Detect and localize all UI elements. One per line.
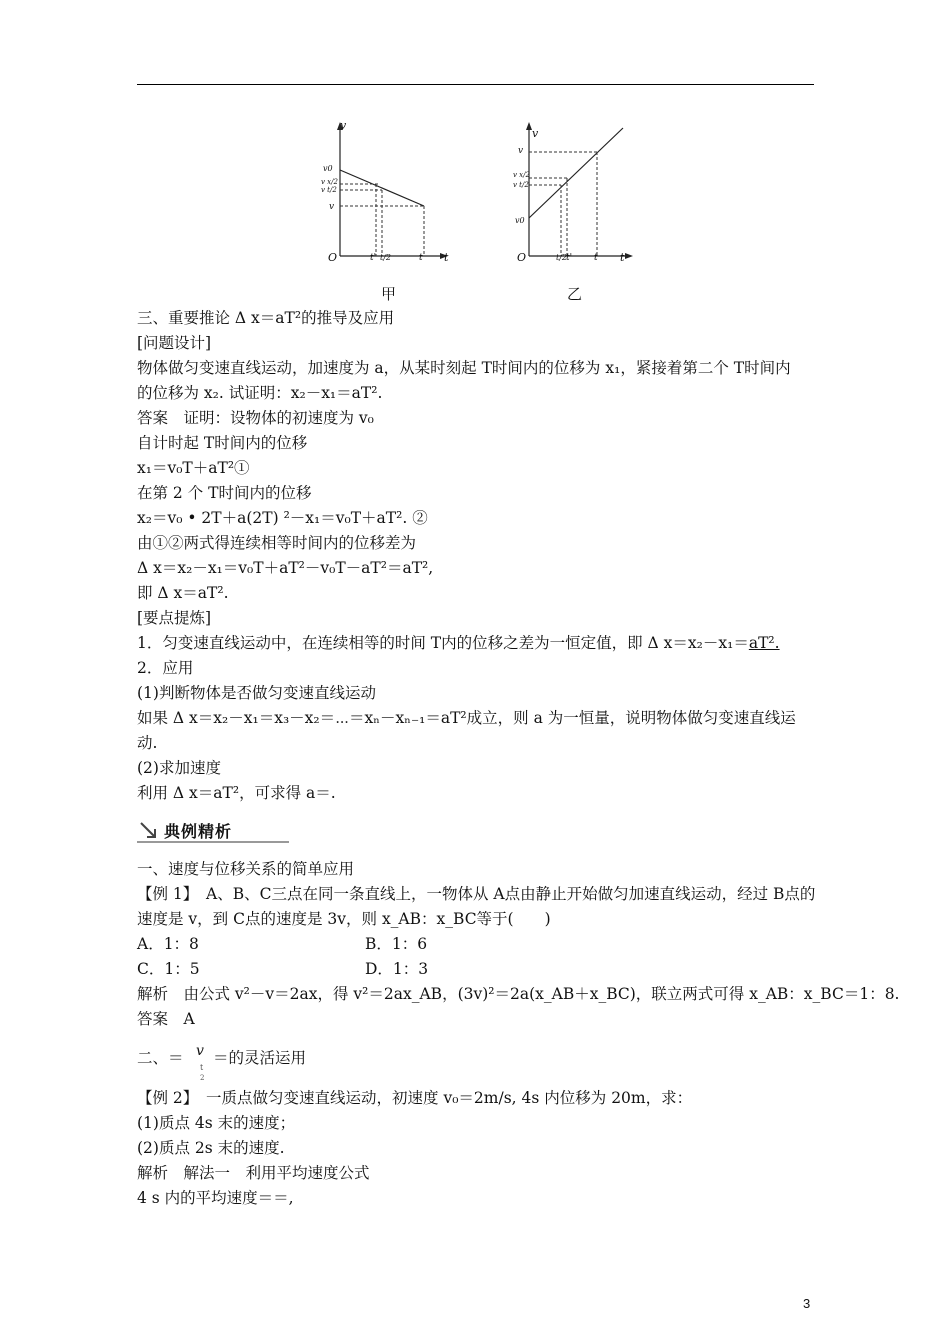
key-point-2-2: (2)求加速度 <box>137 759 221 777</box>
problem-line-2: 的位移为 x₂. 试证明：x₂－x₁＝aT². <box>137 384 383 402</box>
equation-3: Δ x＝x₂－x₁＝v₀T＋aT²－v₀T－aT²＝aT², <box>137 559 434 577</box>
right-x-label-tprime: t' <box>566 253 573 263</box>
example-banner-title: 典例精析 <box>164 822 233 841</box>
example-2-q1: (1)质点 4s 末的速度； <box>137 1114 296 1132</box>
section-2-heading-end: ＝的灵活运用 <box>213 1049 307 1067</box>
right-y-label-v0: v0 <box>515 216 525 225</box>
example-1-line-1: 【例 1】 A、B、C三点在同一条直线上，一物体从 A点由静止开始做匀加速直线运动，经过 B点的 <box>137 885 816 903</box>
vt-graph-right <box>511 118 651 278</box>
example-2-q2: (2)质点 2s 末的速度. <box>137 1139 285 1157</box>
v-t-half-symbol: v <box>196 1043 204 1059</box>
section-1-heading: 一、速度与位移关系的简单应用 <box>137 860 355 878</box>
right-y-label-v: v <box>518 146 524 156</box>
key-point-2: 2．应用 <box>137 659 194 677</box>
key-point-2-2-text: 利用 Δ x＝aT²，可求得 a＝. <box>137 784 336 802</box>
left-x-label-t2: t/2 <box>380 253 391 262</box>
example-2-avg-velocity: 4 s 内的平均速度＝＝, <box>137 1189 294 1207</box>
left-axis-t-label: t <box>444 251 449 264</box>
option-d: D．1：3 <box>365 960 429 978</box>
question-design-label: [问题设计] <box>137 334 212 352</box>
key-point-2-1-text: 如果 Δ x＝x₂－x₁＝x₃－x₂＝⋯＝xₙ－xₙ₋₁＝aT²成立，则 a 为一恒量，说明物体做匀变速直线运 <box>137 709 796 727</box>
answer-line-4: 由①②两式得连续相等时间内的位移差为 <box>137 534 417 552</box>
left-y-label-vx2: v x/2 <box>321 178 338 186</box>
header-rule <box>137 84 814 85</box>
right-y-label-vt2: v t/2 <box>513 181 529 189</box>
key-point-1-answer: aT². <box>748 634 780 652</box>
section-heading-3: 三、重要推论 Δ x＝aT²的推导及应用 <box>137 309 395 327</box>
right-graph-caption: 乙 <box>567 285 583 303</box>
equation-4: 即 Δ x＝aT². <box>137 584 229 602</box>
v-t-half-den: 2 <box>200 1074 205 1082</box>
answer-line-1: 答案 证明：设物体的初速度为 v₀ <box>137 409 374 427</box>
example-banner-underline <box>137 841 289 843</box>
example-2-line-1: 【例 2】 一质点做匀变速直线运动，初速度 v₀＝2m/s, 4s 内位移为 20m，求： <box>137 1089 693 1107</box>
key-point-2-1-text-cont: 动. <box>137 734 158 752</box>
page-number: 3 <box>803 1296 811 1311</box>
answer-line-2: 自计时起 T时间内的位移 <box>137 434 308 452</box>
left-axis-v-label: v <box>340 119 347 132</box>
left-origin-label: O <box>328 251 338 264</box>
option-c: C．1：5 <box>137 960 200 978</box>
left-y-label-vt2: v t/2 <box>321 186 337 194</box>
right-axis-t-label: t <box>620 251 625 264</box>
right-origin-label: O <box>517 251 527 264</box>
right-x-label-t2: t/2 <box>556 253 567 262</box>
example-2-analysis: 解析 解法一 利用平均速度公式 <box>137 1164 370 1182</box>
right-axis-v-label: v <box>532 127 539 140</box>
key-point-2-1: (1)判断物体是否做匀变速直线运动 <box>137 684 376 702</box>
option-b: B．1：6 <box>365 935 428 953</box>
option-a: A．1：8 <box>137 935 199 953</box>
left-x-label-t: t <box>419 253 423 263</box>
section-2-heading-start: 二、＝ <box>137 1049 184 1067</box>
right-y-label-vx2: v x/2 <box>513 171 530 179</box>
left-graph-caption: 甲 <box>381 285 397 303</box>
left-x-label-tprime: t' <box>370 253 377 263</box>
example-1-line-2: 速度是 v，到 C点的速度是 3v，则 x_AB：x_BC等于( ) <box>137 910 551 928</box>
left-y-label-v0: v0 <box>323 164 333 173</box>
equation-1: x₁＝v₀T＋aT²① <box>137 459 250 477</box>
v-t-half-sub: t <box>200 1063 204 1072</box>
left-y-label-v: v <box>329 202 335 212</box>
example-1-answer: 答案 A <box>137 1010 195 1028</box>
key-points-label: [要点提炼] <box>137 609 212 627</box>
problem-line-1: 物体做匀变速直线运动，加速度为 a，从某时刻起 T时间内的位移为 x₁，紧接着第二个 T时间内 <box>137 359 791 377</box>
key-point-1 <box>137 633 780 653</box>
example-1-analysis: 解析 由公式 v²－v＝2ax，得 v²＝2ax_AB，(3v)²＝2a(x_AB＋x_BC)，联立两式可得 x_AB：x_BC＝1：8. <box>137 985 900 1003</box>
key-point-1-text: 1．匀变速直线运动中，在连续相等的时间 T内的位移之差为一恒定值，即 Δ x＝x₂－x₁＝ <box>137 634 749 652</box>
answer-line-3: 在第 2 个 T时间内的位移 <box>137 484 312 502</box>
right-x-label-t: t <box>594 253 598 263</box>
equation-2: x₂＝v₀ • 2T＋a(2T) ²－x₁＝v₀T＋aT². ② <box>137 509 428 527</box>
